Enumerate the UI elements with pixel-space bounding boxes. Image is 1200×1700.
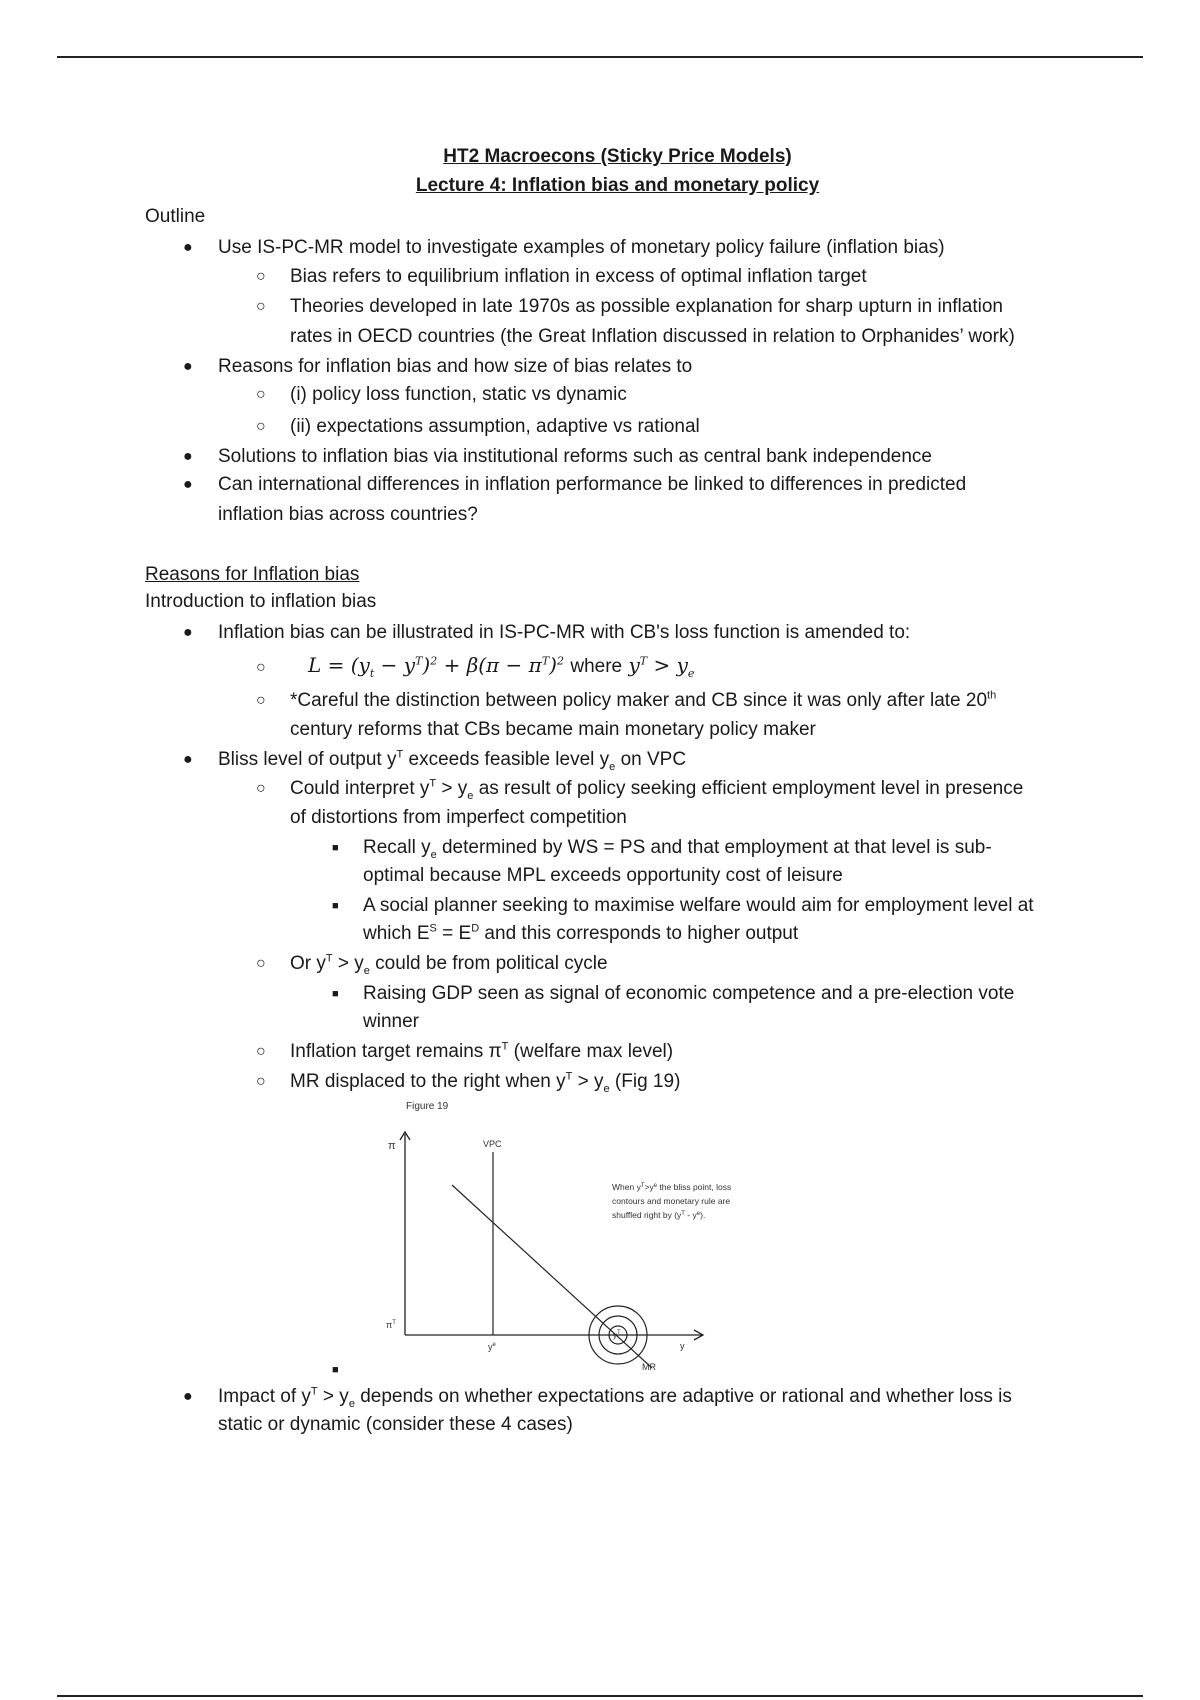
page-title: HT2 Macroecons (Sticky Price Models) bbox=[443, 146, 792, 167]
bullet-dot: ● bbox=[183, 751, 193, 768]
bullet-dot: ● bbox=[183, 239, 193, 256]
planner-item-cont: which $E^S = E^D$ and this corresponds to higher output bbox=[363, 922, 799, 944]
careful-note: *Careful the distinction between policy maker and CB since it was only after late 20th bbox=[290, 689, 997, 711]
yT-label: $y^T$ bbox=[613, 1330, 621, 1340]
reasons-item-1: Inflation bias can be illustrated in IS-PC-MR with CB's loss function is amended to: bbox=[218, 622, 911, 643]
bullet-square: ■ bbox=[332, 988, 339, 1000]
bullet-dot: ● bbox=[183, 624, 193, 641]
outline-item-4: Can international differences in inflation performance be linked to differences in predicted bbox=[218, 474, 967, 495]
ye-label: $y^e$ bbox=[488, 1342, 496, 1352]
outline-item-2: Reasons for inflation bias and how size of bias relates to bbox=[218, 356, 693, 377]
outline-item-1: Use IS-PC-MR model to investigate examples of monetary policy failure (inflation bias) bbox=[218, 237, 945, 258]
pi-target-label: $\pi^T$ bbox=[386, 1320, 396, 1330]
pi-axis-label: π bbox=[388, 1140, 396, 1152]
recall-item: Recall $y_e$ determined by WS = PS and that employment at that level is sub- bbox=[363, 837, 992, 861]
target-item: Inflation target remains $\pi^T$ (welfare max level) bbox=[290, 1040, 674, 1062]
top-rule bbox=[57, 56, 1143, 58]
figure-note-line-2: contours and monetary rule are bbox=[612, 1196, 731, 1206]
subsection-heading: Introduction to inflation bias bbox=[145, 591, 377, 612]
bliss-item: Bliss level of output $y^T$ exceeds feasible level $y_e$ on VPC bbox=[218, 748, 687, 773]
bullet-dot: ● bbox=[183, 358, 193, 375]
outline-subitem: (ii) expectations assumption, adaptive vs rational bbox=[290, 416, 700, 437]
bullet-dot: ● bbox=[183, 1388, 193, 1405]
gdp-item-cont: winner bbox=[363, 1011, 419, 1032]
planner-item: A social planner seeking to maximise welfare would aim for employment level at bbox=[363, 895, 1034, 916]
interpret-item-cont: of distortions from imperfect competition bbox=[290, 807, 627, 828]
recall-item-cont: optimal because MPL exceeds opportunity cost of leisure bbox=[363, 865, 843, 886]
outline-subitem: Theories developed in late 1970s as possible explanation for sharp upturn in inflation bbox=[290, 296, 1003, 317]
outline-subitem: (i) policy loss function, static vs dynamic bbox=[290, 384, 627, 405]
bullet-square: ■ bbox=[332, 1364, 339, 1376]
section-heading: Reasons for Inflation bias bbox=[145, 564, 360, 585]
outline-subitem-cont: rates in OECD countries (the Great Inflation discussed in relation to Orphanides’ work) bbox=[290, 326, 1015, 347]
impact-item-cont: static or dynamic (consider these 4 cases) bbox=[218, 1414, 573, 1435]
bullet-square: ■ bbox=[332, 900, 339, 912]
figure-note-line-3: shuffled right by $(y^T - y^e)$. bbox=[612, 1210, 706, 1220]
bottom-rule bbox=[57, 1695, 1143, 1697]
loss-function-formula: $L = (y_t - y^T)^2 + \beta(\pi - \pi^T)^2$ where $y^T > y_e$ bbox=[308, 653, 695, 680]
vpc-label: VPC bbox=[483, 1139, 502, 1149]
bullet-circle: ○ bbox=[256, 298, 266, 315]
bullet-dot: ● bbox=[183, 448, 193, 465]
bullet-circle: ○ bbox=[256, 780, 266, 797]
mr-label: MR bbox=[642, 1362, 656, 1372]
mr-item: MR displaced to the right when $y^T > y_e$ (Fig 19) bbox=[290, 1070, 681, 1095]
impact-item: Impact of $y^T > y_e$ depends on whether expectations are adaptive or rational and whether loss is bbox=[218, 1385, 1012, 1410]
bullet-circle: ○ bbox=[256, 955, 266, 972]
outline-subitem: Bias refers to equilibrium inflation in excess of optimal inflation target bbox=[290, 266, 867, 287]
bullet-square: ■ bbox=[332, 842, 339, 854]
gdp-item: Raising GDP seen as signal of economic competence and a pre-election vote bbox=[363, 983, 1015, 1004]
bullet-circle: ○ bbox=[256, 1073, 266, 1090]
careful-note-cont: century reforms that CBs became main monetary policy maker bbox=[290, 719, 816, 740]
bullet-circle: ○ bbox=[256, 692, 266, 709]
bullet-circle: ○ bbox=[256, 268, 266, 285]
outline-item-3: Solutions to inflation bias via institutional reforms such as central bank independence bbox=[218, 446, 932, 467]
figure-caption: Figure 19 bbox=[406, 1101, 449, 1112]
figure-note-line-1: When $y^T>y^e$ the bliss point, loss bbox=[612, 1182, 732, 1192]
political-item: Or $y^T > y_e$ could be from political cycle bbox=[290, 952, 608, 977]
interpret-item: Could interpret $y^T > y_e$ as result of policy seeking efficient employment level in presence bbox=[290, 777, 1024, 802]
outline-heading: Outline bbox=[145, 206, 206, 227]
bullet-circle: ○ bbox=[256, 1043, 266, 1060]
lecture-title: Lecture 4: Inflation bias and monetary policy bbox=[415, 175, 820, 196]
figure-19 bbox=[380, 1100, 780, 1380]
bullet-circle: ○ bbox=[256, 386, 266, 403]
bullet-circle: ○ bbox=[256, 659, 266, 676]
figure-19-diagram bbox=[380, 1100, 780, 1380]
y-axis-label: y bbox=[680, 1341, 685, 1351]
bullet-dot: ● bbox=[183, 476, 193, 493]
outline-item-4-cont: inflation bias across countries? bbox=[218, 504, 478, 525]
bullet-circle: ○ bbox=[256, 418, 266, 435]
